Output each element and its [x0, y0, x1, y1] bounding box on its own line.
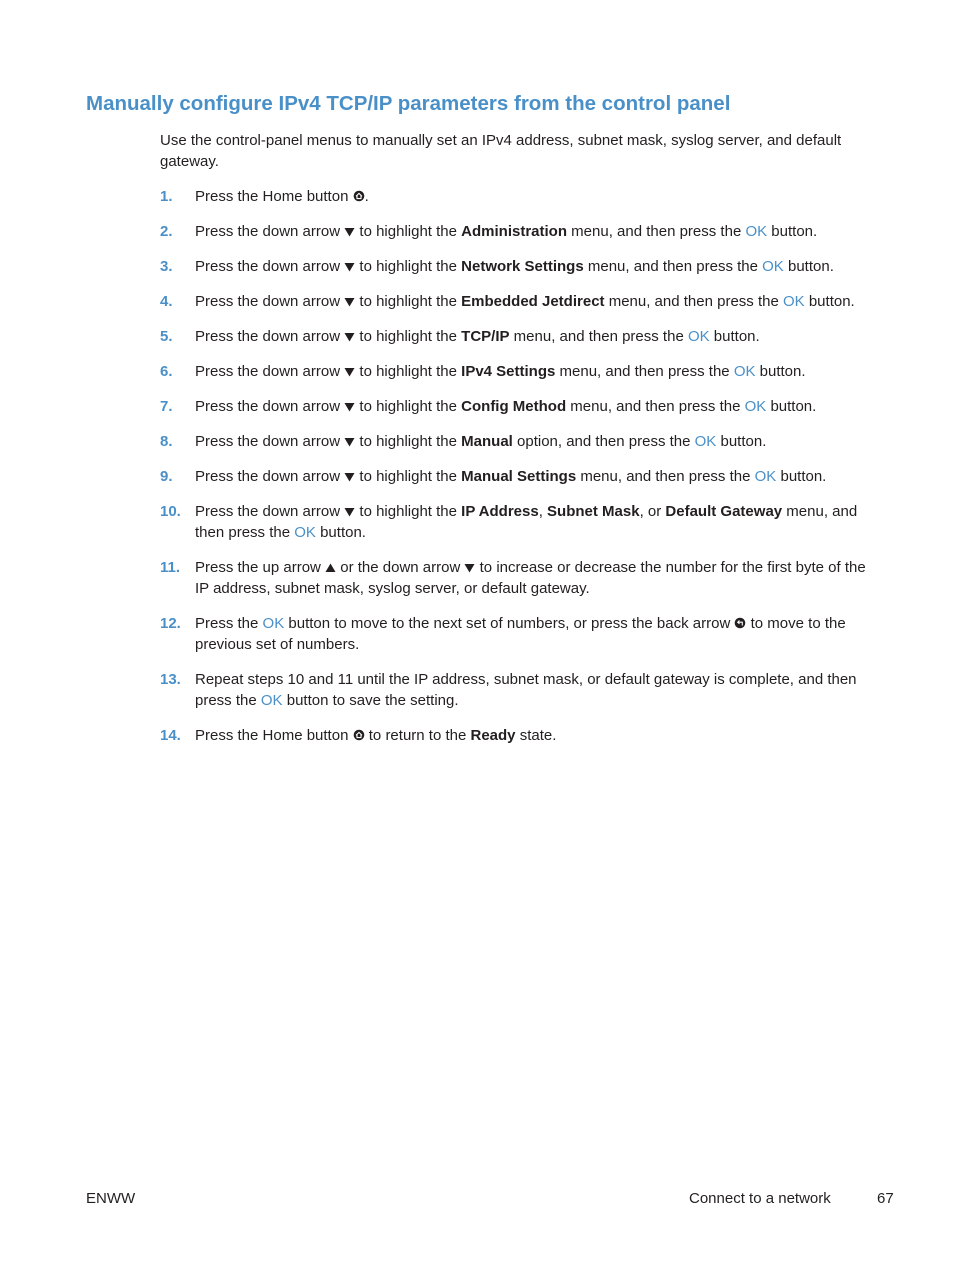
step-13	[160, 669, 880, 711]
step-text: to move to the previous set of numbers.	[195, 615, 846, 653]
ok-button-label: OK	[294, 524, 316, 541]
step-text: button.	[315, 524, 366, 541]
step-text: Press the down arrow	[195, 223, 345, 240]
step-text: to highlight the	[355, 398, 462, 415]
step-number: 7.	[160, 398, 173, 415]
footer-page-number: 67	[877, 1190, 894, 1207]
option-name: Manual	[461, 433, 513, 450]
step-text: button.	[716, 433, 767, 450]
down-arrow-icon	[344, 437, 355, 447]
step-9	[160, 466, 880, 487]
ok-button-label: OK	[687, 328, 710, 345]
step-text: Repeat steps 10 and 11 until the IP address, subnet mask, or default gateway is complete, and then press the	[195, 671, 857, 709]
step-text: state.	[515, 727, 557, 744]
footer-doc-code: ENWW	[86, 1190, 136, 1207]
down-arrow-icon	[344, 507, 355, 517]
ok-button-label: OK	[694, 433, 717, 450]
step-text: to highlight the	[355, 363, 462, 380]
step-number: 3.	[160, 258, 173, 275]
step-text: Press the down arrow	[195, 363, 345, 380]
up-arrow-icon	[325, 563, 336, 573]
ok-button-label: OK	[754, 468, 777, 485]
step-number: 6.	[160, 363, 173, 380]
step-text: button.	[804, 293, 855, 310]
step-6	[160, 361, 880, 382]
step-text: menu, and then press the	[195, 503, 858, 541]
down-arrow-icon	[344, 367, 355, 377]
down-arrow-icon	[344, 297, 355, 307]
ok-button-label: OK	[733, 363, 756, 380]
steps-list	[160, 186, 880, 760]
menu-name: Subnet Mask	[547, 503, 640, 520]
step-text: to highlight the	[355, 328, 462, 345]
down-arrow-icon	[344, 472, 355, 482]
step-number: 5.	[160, 328, 173, 345]
step-text: Press the down arrow	[195, 468, 345, 485]
menu-name: Administration	[461, 223, 567, 240]
step-number: 2.	[160, 223, 173, 240]
step-text: Press the up arrow	[195, 559, 326, 576]
step-text: menu, and then press the	[604, 293, 783, 310]
step-number: 14.	[160, 727, 181, 744]
step-text: menu, and then press the	[566, 398, 745, 415]
menu-name: TCP/IP	[461, 328, 510, 345]
step-14	[160, 725, 880, 746]
step-8	[160, 431, 880, 452]
step-text: menu, and then press the	[555, 363, 734, 380]
step-text: to highlight the	[355, 258, 462, 275]
step-text: button.	[776, 468, 827, 485]
step-text: Press the down arrow	[195, 293, 345, 310]
step-text: menu, and then press the	[567, 223, 746, 240]
menu-name: Default Gateway	[665, 503, 783, 520]
step-text: button to move to the next set of numbers, or press the back arrow	[284, 615, 735, 632]
step-text: button.	[709, 328, 760, 345]
step-text: button.	[783, 258, 834, 275]
down-arrow-icon	[344, 402, 355, 412]
ok-button-label: OK	[260, 692, 283, 709]
step-text: Press the down arrow	[195, 503, 345, 520]
home-icon	[353, 729, 365, 741]
step-text: Press the down arrow	[195, 398, 345, 415]
step-text: menu, and then press the	[576, 468, 755, 485]
step-number: 8.	[160, 433, 173, 450]
step-text: button to save the setting.	[282, 692, 459, 709]
step-number: 9.	[160, 468, 173, 485]
page-title: Manually configure IPv4 TCP/IP parameters from the control panel	[86, 92, 731, 115]
step-number: 12.	[160, 615, 181, 632]
step-text: Press the down arrow	[195, 433, 345, 450]
step-text: Press the Home button	[195, 727, 353, 744]
step-2	[160, 221, 880, 242]
step-text: or the down arrow	[336, 559, 465, 576]
step-text: to increase or decrease the number for the first byte of the IP address, subnet mask, syslog server, or default gateway.	[195, 559, 866, 597]
down-arrow-icon	[464, 563, 475, 573]
step-number: 13.	[160, 671, 181, 688]
step-text: to highlight the	[355, 468, 462, 485]
menu-name: Network Settings	[461, 258, 584, 275]
step-12	[160, 613, 880, 655]
menu-name: IP Address	[461, 503, 539, 520]
step-text: Press the down arrow	[195, 328, 345, 345]
down-arrow-icon	[344, 332, 355, 342]
step-text: option, and then press the	[512, 433, 695, 450]
step-1	[160, 186, 880, 207]
step-11	[160, 557, 880, 599]
step-text: Press the down arrow	[195, 258, 345, 275]
ok-button-label: OK	[745, 223, 768, 240]
home-icon	[353, 190, 365, 202]
back-arrow-icon	[734, 617, 746, 629]
step-text: button.	[767, 223, 818, 240]
step-text: ,	[538, 503, 548, 520]
step-text: to highlight the	[355, 293, 462, 310]
step-number: 4.	[160, 293, 173, 310]
step-text: to highlight the	[355, 433, 462, 450]
ok-button-label: OK	[782, 293, 805, 310]
menu-name: Embedded Jetdirect	[461, 293, 605, 310]
step-number: 11.	[160, 559, 181, 576]
footer-section-title: Connect to a network	[689, 1190, 831, 1207]
step-10	[160, 501, 880, 543]
step-3	[160, 256, 880, 277]
state-name: Ready	[470, 727, 516, 744]
step-text: .	[364, 188, 369, 205]
step-5	[160, 326, 880, 347]
step-number: 10.	[160, 503, 181, 520]
step-text: , or	[639, 503, 666, 520]
ok-button-label: OK	[262, 615, 285, 632]
step-text: Press the Home button	[195, 188, 353, 205]
step-text: button.	[755, 363, 806, 380]
step-text: menu, and then press the	[509, 328, 688, 345]
step-text: Press the	[195, 615, 263, 632]
step-text: menu, and then press the	[583, 258, 763, 275]
intro-paragraph: Use the control-panel menus to manually set an IPv4 address, subnet mask, syslog server, and default gateway.	[160, 132, 842, 170]
step-number: 1.	[160, 188, 173, 205]
down-arrow-icon	[344, 227, 355, 237]
step-text: to highlight the	[355, 223, 462, 240]
step-text: to highlight the	[355, 503, 462, 520]
menu-name: Manual Settings	[461, 468, 577, 485]
ok-button-label: OK	[762, 258, 784, 275]
step-text: button.	[766, 398, 817, 415]
down-arrow-icon	[344, 262, 355, 272]
step-4	[160, 291, 880, 312]
step-7	[160, 396, 880, 417]
menu-name: Config Method	[461, 398, 567, 415]
menu-name: IPv4 Settings	[461, 363, 556, 380]
step-text: to return to the	[364, 727, 471, 744]
ok-button-label: OK	[744, 398, 767, 415]
